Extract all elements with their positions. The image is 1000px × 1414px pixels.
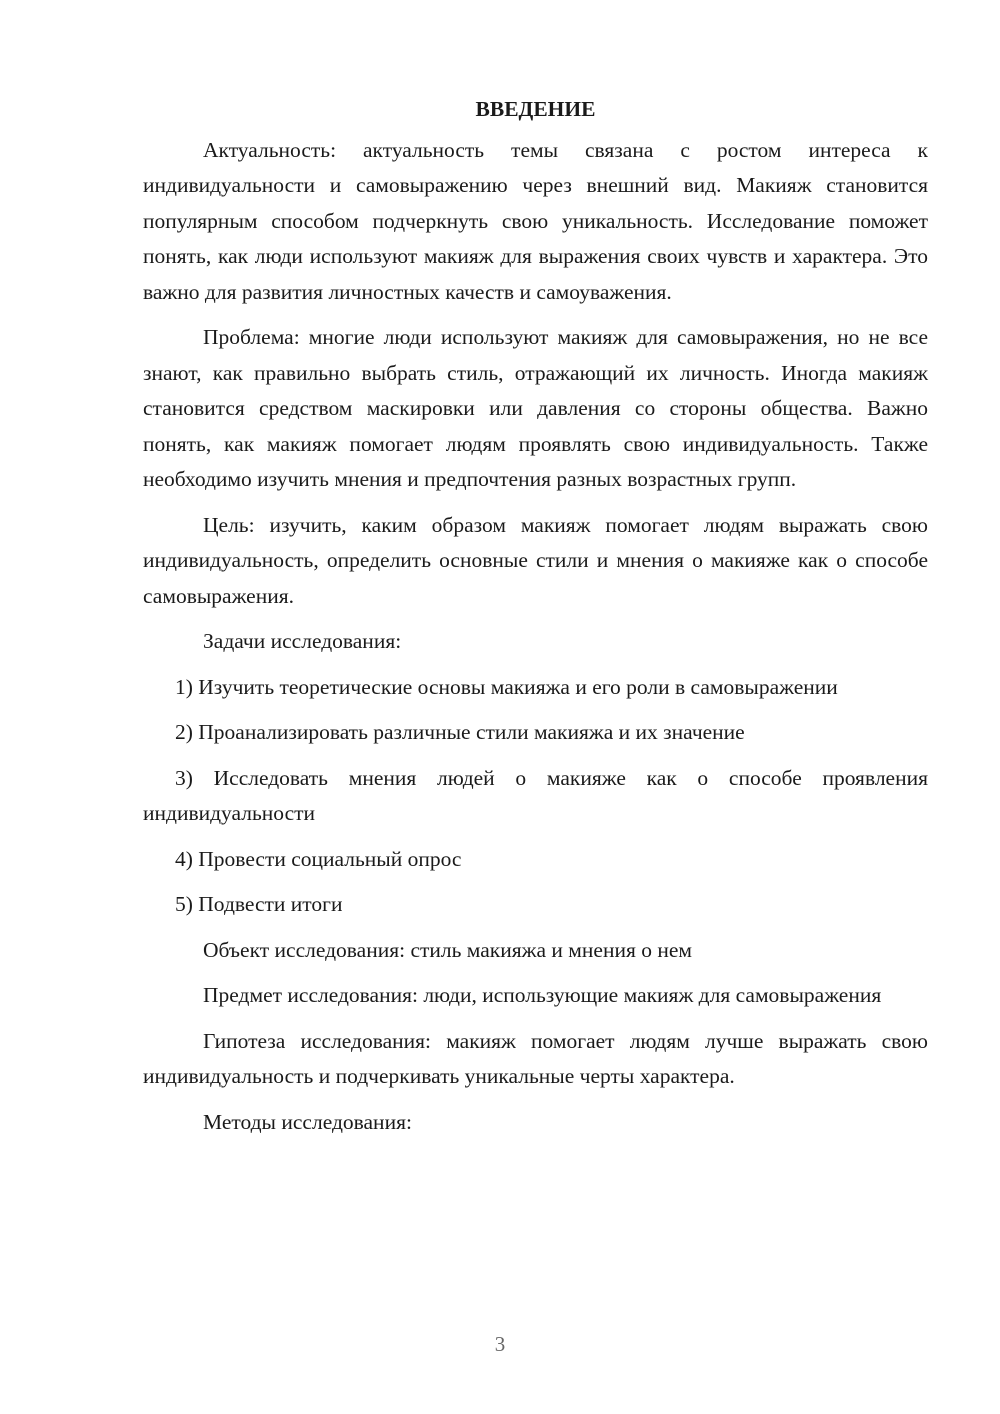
task-item-3: 3) Исследовать мнения людей о макияже как о способе проявления индивидуальности [143,765,928,825]
paragraph-relevance: Актуальность: актуальность темы связана с ростом интереса к индивидуальности и самовыражению через внешний вид. Макияж становится популярным способом подчеркнуть свою уникальность. Исследование поможет понять, как люди используют макияж для выражения своих чувств и характера. Это важно для развития личностных качеств и самоуважения. [143,137,928,304]
paragraph-hypothesis: Гипотеза исследования: макияж помогает людям лучше выражать свою индивидуальность и подчеркивать уникальные черты характера. [143,1028,928,1088]
paragraph-object: Объект исследования: стиль макияжа и мнения о нем [203,937,693,962]
section-title: ВВЕДЕНИЕ [475,97,596,121]
paragraph-subject: Предмет исследования: люди, использующие макияж для самовыражения [203,983,882,1007]
paragraph-problem: Проблема: многие люди используют макияж для самовыражения, но не все знают, как правильно выбрать стиль, отражающий их личность. Иногда макияж становится средством маскировки или давления со стороны общества. Важно понять, как макияж помогает людям проявлять свою индивидуальность. Также необходимо изучить мнения и предпочтения разных возрастных групп. [143,325,928,491]
task-item-2: 2) Проанализировать различные стили макияжа и их значение [175,720,745,744]
task-item-4: 4) Провести социальный опрос [175,846,462,871]
methods-heading: Методы исследования: [203,1109,412,1134]
task-item-1: 1) Изучить теоретические основы макияжа и его роли в самовыражении [175,674,838,699]
page-number: 3 [494,1332,506,1356]
tasks-heading: Задачи исследования: [203,629,402,653]
page-content [143,92,928,1150]
task-item-5: 5) Подвести итоги [175,892,343,916]
paragraph-goal: Цель: изучить, каким образом макияж помогает людям выражать свою индивидуальность, определить основные стили и мнения о макияже как о способе самовыражения. [143,512,928,608]
